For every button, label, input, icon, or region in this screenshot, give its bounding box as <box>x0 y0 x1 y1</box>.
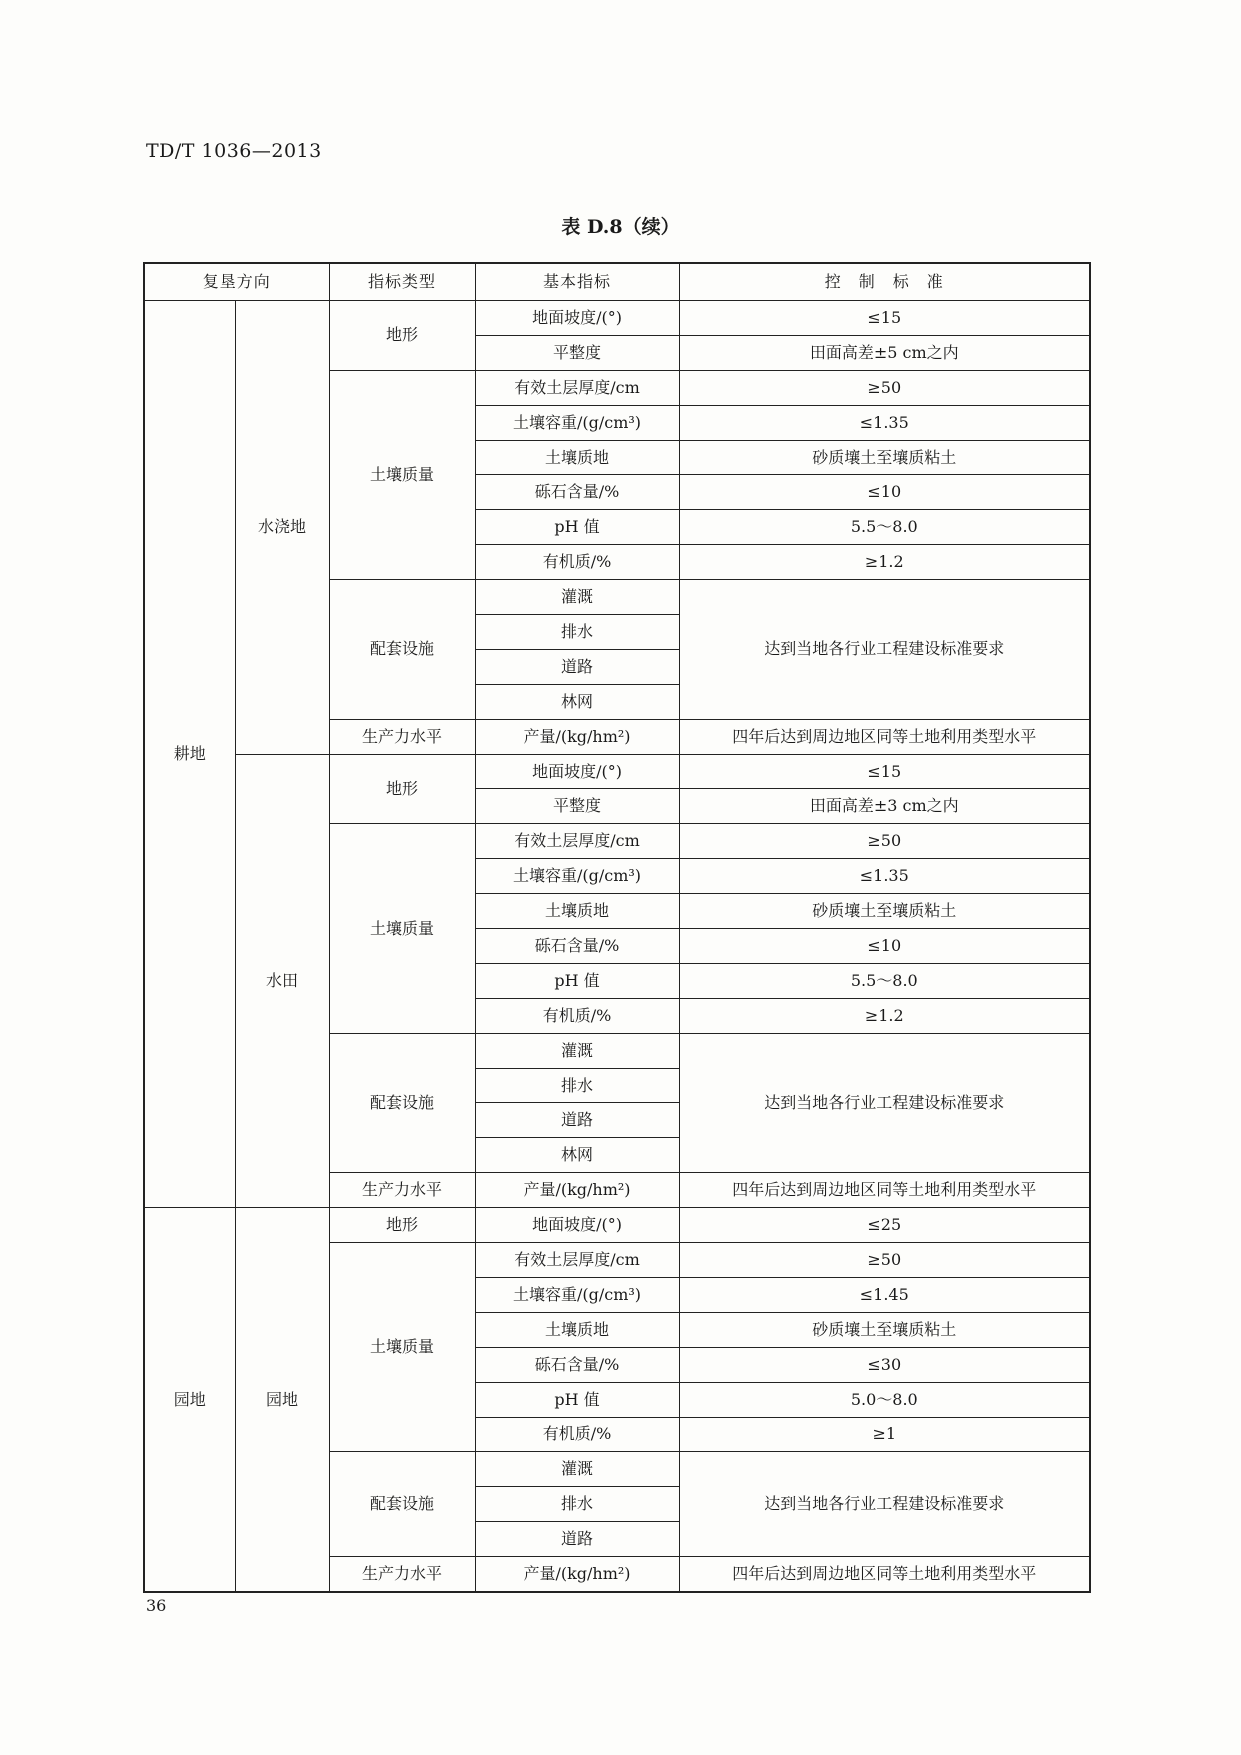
indicator-cell: 土壤质地 <box>475 894 679 929</box>
standard-cell: ≥1.2 <box>679 998 1090 1033</box>
indicator-cell: 砾石含量/% <box>475 475 679 510</box>
indicator-cell: 有机质/% <box>475 545 679 580</box>
type-cell: 生产力水平 <box>329 1173 475 1208</box>
standard-cell: ≤25 <box>679 1208 1090 1243</box>
indicator-cell: 道路 <box>475 649 679 684</box>
indicator-cell: 林网 <box>475 1138 679 1173</box>
indicator-cell: 平整度 <box>475 335 679 370</box>
type-cell: 生产力水平 <box>329 719 475 754</box>
table-title: 表 D.8（续） <box>561 216 680 238</box>
type-cell: 生产力水平 <box>329 1557 475 1592</box>
indicator-cell: 地面坡度/(°) <box>475 1208 679 1243</box>
standard-cell: 砂质壤土至壤质粘土 <box>679 1312 1090 1347</box>
standard-cell: 砂质壤土至壤质粘土 <box>679 894 1090 929</box>
indicator-cell: 排水 <box>475 615 679 650</box>
header-direction: 复垦方向 <box>144 263 329 301</box>
type-cell: 地形 <box>329 1208 475 1243</box>
indicator-cell: pH 值 <box>475 963 679 998</box>
type-cell: 土壤质量 <box>329 824 475 1033</box>
page-number: 36 <box>146 1596 167 1615</box>
indicator-cell: 道路 <box>475 1103 679 1138</box>
indicator-cell: 有效土层厚度/cm <box>475 824 679 859</box>
standard-cell: 5.5～8.0 <box>679 510 1090 545</box>
standard-cell: ≥50 <box>679 1243 1090 1278</box>
indicator-cell: 有效土层厚度/cm <box>475 370 679 405</box>
standard-cell: ≤1.35 <box>679 405 1090 440</box>
standard-cell: 达到当地各行业工程建设标准要求 <box>679 580 1090 720</box>
indicator-cell: 土壤质地 <box>475 1312 679 1347</box>
standard-cell: 四年后达到周边地区同等土地利用类型水平 <box>679 1557 1090 1592</box>
indicator-cell: 土壤容重/(g/cm³) <box>475 859 679 894</box>
indicator-cell: 有机质/% <box>475 1417 679 1452</box>
direction-cell: 耕地 <box>144 301 235 1208</box>
type-cell: 地形 <box>329 301 475 371</box>
standard-cell: 5.5～8.0 <box>679 963 1090 998</box>
type-cell: 配套设施 <box>329 1452 475 1557</box>
indicator-cell: 灌溉 <box>475 1452 679 1487</box>
header-basic-indicator: 基本指标 <box>475 263 679 301</box>
indicator-cell: 平整度 <box>475 789 679 824</box>
type-cell: 土壤质量 <box>329 1243 475 1452</box>
indicator-cell: 有机质/% <box>475 998 679 1033</box>
indicator-cell: 土壤质地 <box>475 440 679 475</box>
subtype-cell: 水田 <box>235 754 329 1208</box>
standard-cell: 砂质壤土至壤质粘土 <box>679 440 1090 475</box>
standard-cell: 田面高差±3 cm之内 <box>679 789 1090 824</box>
indicator-cell: 砾石含量/% <box>475 929 679 964</box>
table-row <box>144 301 1090 336</box>
type-cell: 配套设施 <box>329 580 475 720</box>
indicator-cell: 砾石含量/% <box>475 1347 679 1382</box>
table-header-row <box>144 263 1090 301</box>
standard-cell: 5.0～8.0 <box>679 1382 1090 1417</box>
standard-cell: ≤1.45 <box>679 1277 1090 1312</box>
indicator-cell: 土壤容重/(g/cm³) <box>475 1277 679 1312</box>
standard-cell: 田面高差±5 cm之内 <box>679 335 1090 370</box>
indicator-cell: 道路 <box>475 1522 679 1557</box>
subtype-cell: 水浇地 <box>235 301 329 755</box>
indicator-cell: 排水 <box>475 1068 679 1103</box>
table-row <box>144 754 1090 789</box>
type-cell: 地形 <box>329 754 475 824</box>
standard-cell: 达到当地各行业工程建设标准要求 <box>679 1452 1090 1557</box>
direction-cell: 园地 <box>144 1208 235 1592</box>
standard-cell: ≤1.35 <box>679 859 1090 894</box>
indicator-cell: 排水 <box>475 1487 679 1522</box>
standard-cell: ≤30 <box>679 1347 1090 1382</box>
header-indicator-type: 指标类型 <box>329 263 475 301</box>
standard-cell: ≥50 <box>679 824 1090 859</box>
indicator-cell: 土壤容重/(g/cm³) <box>475 405 679 440</box>
standard-cell: 达到当地各行业工程建设标准要求 <box>679 1033 1090 1173</box>
document-code: TD/T 1036—2013 <box>146 140 322 162</box>
indicator-cell: 产量/(kg/hm²) <box>475 1557 679 1592</box>
standard-cell: ≥1 <box>679 1417 1090 1452</box>
table-row <box>144 1208 1090 1243</box>
indicator-cell: pH 值 <box>475 1382 679 1417</box>
reclamation-standard-table <box>143 262 1091 1593</box>
indicator-cell: 灌溉 <box>475 1033 679 1068</box>
standard-cell: ≤15 <box>679 754 1090 789</box>
standard-cell: ≤10 <box>679 475 1090 510</box>
indicator-cell: pH 值 <box>475 510 679 545</box>
header-control-standard: 控 制 标 准 <box>679 263 1090 301</box>
standard-cell: ≤10 <box>679 929 1090 964</box>
standard-cell: 四年后达到周边地区同等土地利用类型水平 <box>679 1173 1090 1208</box>
type-cell: 土壤质量 <box>329 370 475 579</box>
indicator-cell: 地面坡度/(°) <box>475 754 679 789</box>
indicator-cell: 有效土层厚度/cm <box>475 1243 679 1278</box>
indicator-cell: 林网 <box>475 684 679 719</box>
subtype-cell: 园地 <box>235 1208 329 1592</box>
indicator-cell: 产量/(kg/hm²) <box>475 719 679 754</box>
standard-cell: ≥50 <box>679 370 1090 405</box>
standard-cell: ≥1.2 <box>679 545 1090 580</box>
standard-cell: ≤15 <box>679 301 1090 336</box>
indicator-cell: 灌溉 <box>475 580 679 615</box>
indicator-cell: 地面坡度/(°) <box>475 301 679 336</box>
type-cell: 配套设施 <box>329 1033 475 1173</box>
standard-cell: 四年后达到周边地区同等土地利用类型水平 <box>679 719 1090 754</box>
indicator-cell: 产量/(kg/hm²) <box>475 1173 679 1208</box>
